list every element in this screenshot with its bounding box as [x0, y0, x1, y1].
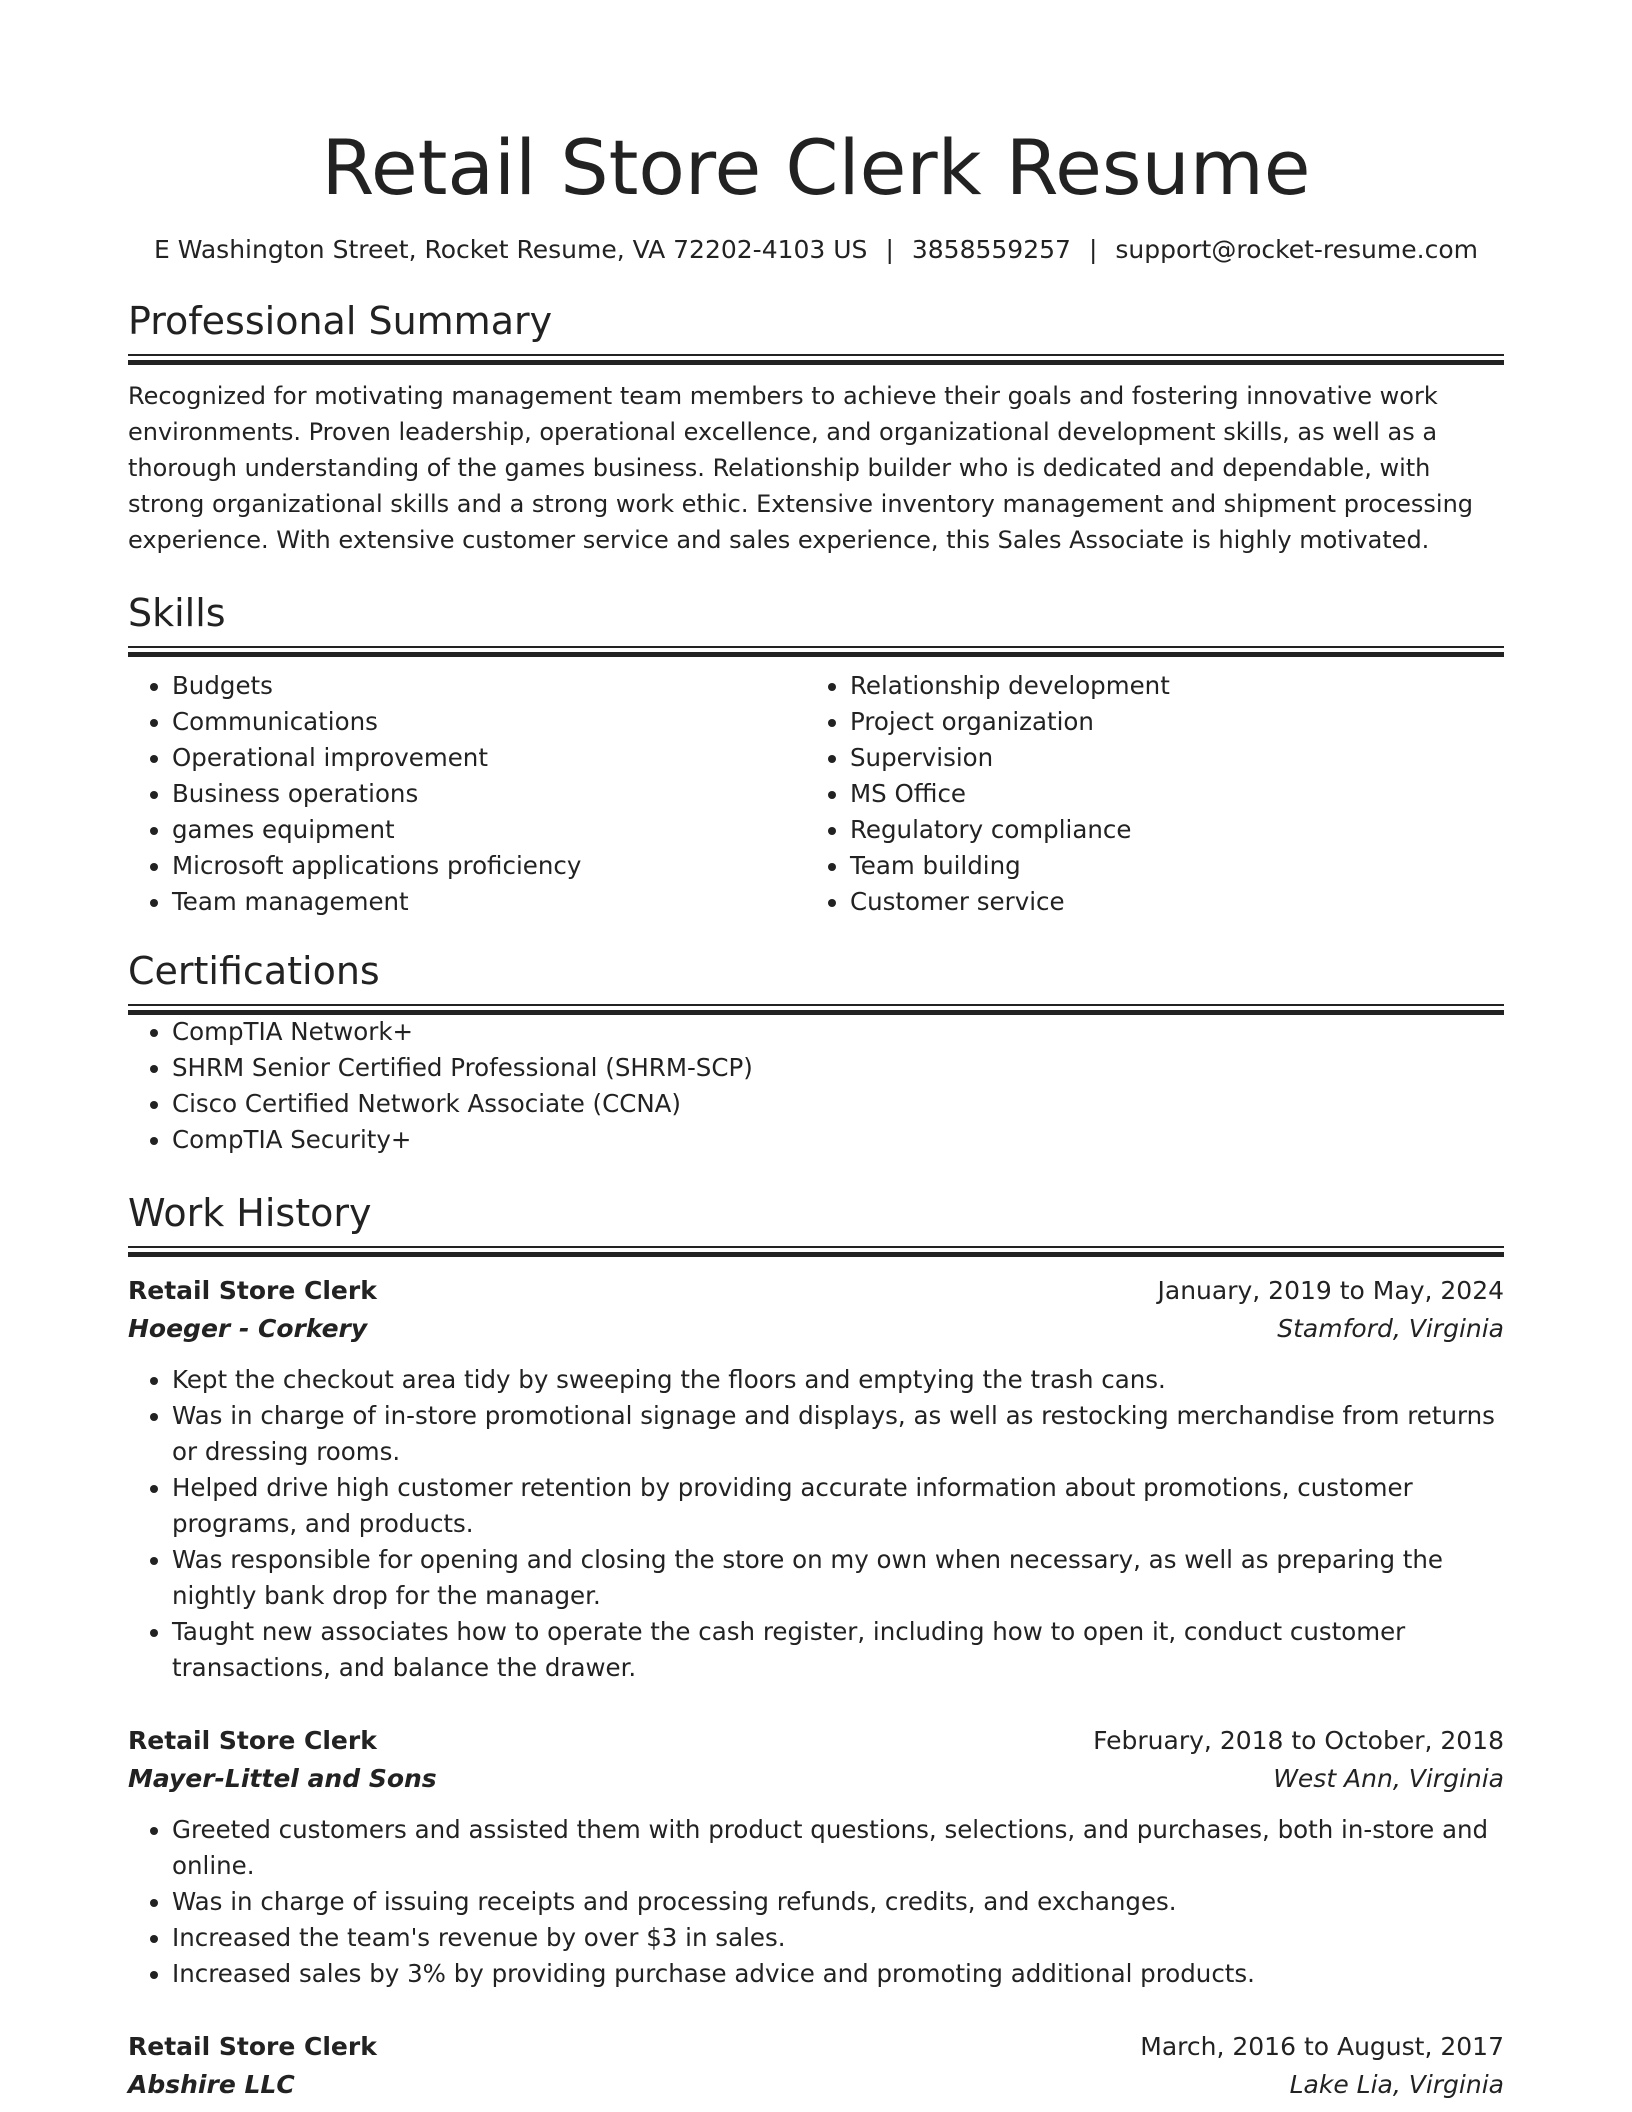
list-item: • Increased the team's revenue by over $3 in sales.	[172, 1920, 1504, 1956]
contact-separator: |	[885, 235, 894, 264]
list-item: • CompTIA Security+	[172, 1122, 1504, 1158]
section-divider	[128, 646, 1504, 656]
list-item: • Cisco Certified Network Associate (CCNA)	[172, 1086, 1504, 1122]
skills-section	[128, 590, 1504, 920]
resume-page	[128, 0, 1504, 2104]
job-header-row	[128, 2028, 1504, 2066]
job-location: Stamford, Virginia	[1277, 1314, 1504, 1343]
summary-text: Recognized for motivating management team members to achieve their goals and fostering innovative work environments. Proven leadership, operational excellence, and organizational development skills, as well as a thorough understanding of the games business. Relationship builder who is dedicated and dependable, with strong organizational skills and a strong work ethic. Extensive inventory management and shipment processing experience. With extensive customer service and sales experience, this Sales Associate is highly motivated.	[128, 382, 1474, 554]
job-title: Retail Store Clerk	[128, 1276, 377, 1305]
section-heading-certifications: Certifications	[128, 949, 380, 993]
list-item: • Helped drive high customer retention by providing accurate information about promotions, customer programs, and products.	[172, 1470, 1504, 1542]
job-company-row	[128, 1760, 1504, 1798]
section-divider	[128, 354, 1504, 364]
list-item: • Relationship development	[850, 668, 1484, 704]
job-location: West Ann, Virginia	[1273, 1764, 1504, 1793]
job-entry	[128, 1272, 1504, 1686]
section-heading-work-history: Work History	[128, 1191, 372, 1235]
list-item: • games equipment	[172, 812, 806, 848]
job-dates: March, 2016 to August, 2017	[1140, 2032, 1504, 2061]
list-item: • Kept the checkout area tidy by sweeping the floors and emptying the trash cans.	[172, 1362, 1504, 1398]
section-divider	[128, 1246, 1504, 1256]
job-header-row	[128, 1272, 1504, 1310]
job-company: Mayer-Littel and Sons	[128, 1764, 437, 1793]
skills-list-right	[806, 668, 1484, 920]
page-title: Retail Store Clerk Resume	[321, 123, 1311, 212]
list-item: • CompTIA Network+	[172, 1014, 1504, 1050]
contact-email: support@rocket-resume.com	[1115, 235, 1478, 264]
job-company-row	[128, 1310, 1504, 1348]
list-item: • Was in charge of in-store promotional signage and displays, as well as restocking merchandise from returns or dressing rooms.	[172, 1398, 1504, 1470]
job-location: Lake Lia, Virginia	[1289, 2070, 1504, 2099]
job-entry	[128, 2028, 1504, 2104]
job-title: Retail Store Clerk	[128, 2032, 377, 2061]
job-duties-list	[128, 1812, 1504, 1992]
list-item: • Regulatory compliance	[850, 812, 1484, 848]
list-item: • Budgets	[172, 668, 806, 704]
list-item: • Was responsible for opening and closing the store on my own when necessary, as well as preparing the nightly bank drop for the manager.	[172, 1542, 1504, 1614]
skills-list-left	[128, 668, 806, 920]
list-item: • MS Office	[850, 776, 1484, 812]
jobs-container	[128, 1272, 1504, 2104]
skills-column-right	[806, 668, 1484, 920]
section-heading-skills: Skills	[128, 591, 226, 635]
list-item: • Supervision	[850, 740, 1484, 776]
list-item: • Project organization	[850, 704, 1484, 740]
list-item: • Team building	[850, 848, 1484, 884]
contact-separator: |	[1088, 235, 1098, 264]
list-item: • Increased sales by 3% by providing purchase advice and promoting additional products.	[172, 1956, 1504, 1992]
list-item: • SHRM Senior Certified Professional (SHRM-SCP)	[172, 1050, 1504, 1086]
list-item: • Was in charge of issuing receipts and processing refunds, credits, and exchanges.	[172, 1884, 1504, 1920]
work-history-section	[128, 1190, 1504, 2104]
contact-line	[128, 234, 1504, 266]
certifications-list	[128, 1014, 1504, 1158]
list-item: • Team management	[172, 884, 806, 920]
job-company-row	[128, 2066, 1504, 2104]
list-item: • Taught new associates how to operate the cash register, including how to open it, conduct customer transactions, and balance the drawer.	[172, 1614, 1504, 1686]
list-item: • Business operations	[172, 776, 806, 812]
section-heading-summary: Professional Summary	[128, 299, 553, 343]
summary-section	[128, 298, 1504, 558]
list-item: • Customer service	[850, 884, 1484, 920]
job-dates: February, 2018 to October, 2018	[1093, 1726, 1504, 1755]
job-header-row	[128, 1722, 1504, 1760]
certifications-section	[128, 948, 1504, 1158]
contact-phone: 3858559257	[911, 235, 1071, 264]
list-item: • Greeted customers and assisted them with product questions, selections, and purchases, both in-store and online.	[172, 1812, 1504, 1884]
job-duties-list	[128, 1362, 1504, 1686]
job-title: Retail Store Clerk	[128, 1726, 377, 1755]
job-company: Hoeger - Corkery	[128, 1314, 368, 1343]
job-company: Abshire LLC	[128, 2070, 295, 2099]
skills-column-left	[128, 668, 806, 920]
section-divider	[128, 1004, 1504, 1014]
list-item: • Operational improvement	[172, 740, 806, 776]
contact-address: E Washington Street, Rocket Resume, VA 72202-4103 US	[154, 235, 868, 264]
list-item: • Communications	[172, 704, 806, 740]
skills-grid	[128, 668, 1504, 920]
job-dates: January, 2019 to May, 2024	[1157, 1276, 1504, 1305]
job-entry	[128, 1722, 1504, 1992]
list-item: • Microsoft applications proficiency	[172, 848, 806, 884]
